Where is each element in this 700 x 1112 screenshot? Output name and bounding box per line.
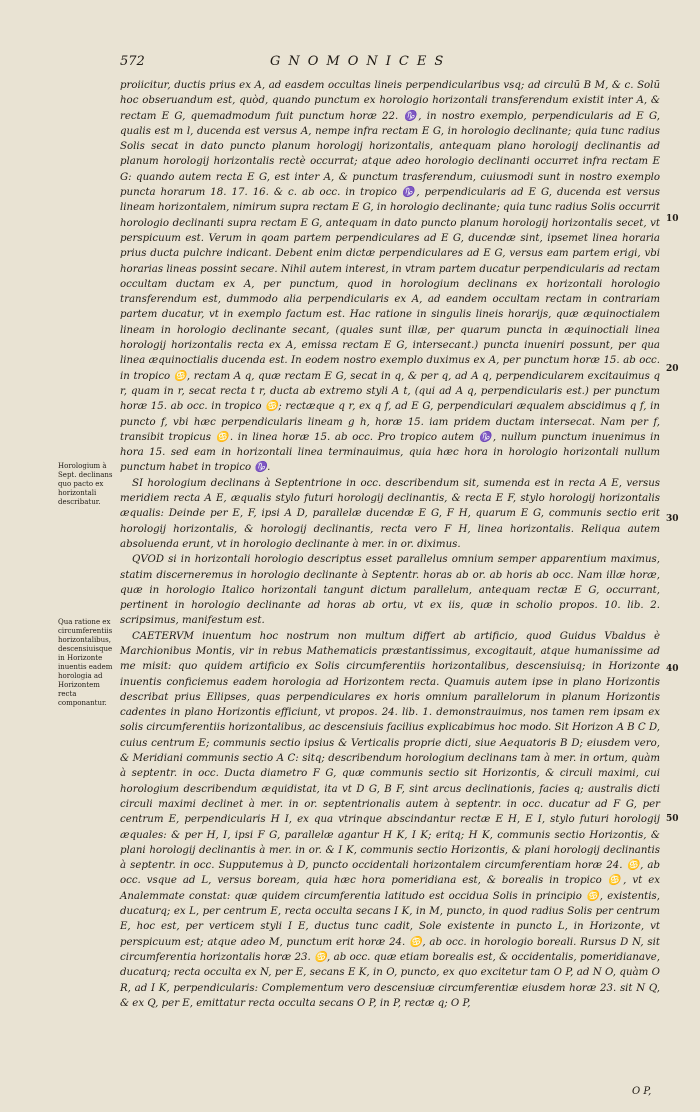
paragraph: CAETERVM inuentum hoc nostrum non multum differt ab artificio, quod Guidus Vbaldus è Marchionibus Montis, vir in rebus Mathematicis præstantissimus, excogitauit, atque humanissime ad me misit: quo quidem artificio ex Solis circumferentiis horizontalibus, descensiuisq; in Horizonte inuentis conficiemus eadem horologia ad Horizontem recta. Quamuis autem ipse in plano Horizontis describat prius Ellipses, quas perpendiculares ex horis omnium parallelorum in planum Horizontis cadentes in plano Horizontis efficiunt, vt propos. 24. lib. 1. demonstrauimus, nos tamen rem ipsam ex solis circumferentiis horizontalibus, ac descensiuis facilius explicabimus hoc modo. Sit Horizon A B C D, cuius centrum E; communis sectio ipsius & Verticalis proprie dicti, siue Aequatoris B D; eiusdem vero, & Meridiani communis sectio A C: sitq; describendum horologium declinans tam à mer. in ortum, quàm à septentr. in occ. Ducta diametro F G, quæ communis sectio sit Horizontis, & circuli maximi, cui horologium describendum æquidistat, ita vt D G, B F, sint arcus declinationis, facies q; australis dicti circuli maximi declinet à mer. in or. septentrionalis autem à septentr. in occ. ducatur ad F G, per centrum E, perpendicularis H I, ex qua vtrinque abscindantur rectæ E H, E I, stylo futuri horologij æquales: & per H, I, ipsi F G, parallelæ agantur H K, I K; eritq; H K, communis sectio Horizontis, & plani horologij declinantis à mer. in or. & I K, communis sectio Horizontis, & plani horologij declinantis à septentr. in occ. Supputemus à D, puncto occidentali horizontalem circumferentiam horæ 24. ♋, ab occ. vsque ad L, versus boream, quia hæc hora pomeridiana est, & borealis in tropico ♋, vt ex Analemmate constat: quæ quidem circumferentia latitudo est occidua Solis in principio ♋, existentis, ducaturq; ex L, per centrum E, recta occulta secans I K, in M, puncto, in quod radius Solis per centrum E, hoc est, per verticem styli I E, ductus tunc cadit, Sole existente in puncto L, in Horizonte, vt perspicuum est; atque adeo M, punctum erit horæ 24. ♋, ab occ. in horologio boreali. Rursus D N, sit circumferentia horizontalis horæ 23. ♋, ab occ. quæ etiam borealis est, & occidentalis, pomeridianave, ducaturq; recta occulta ex N, per E, secans E K, in O, puncto, ex quo excitetur tam O P, ad N O, quàm O R, ad I K, perpendicularis: Complementum vero descensiuæ circumferentiæ eiusdem horæ 23. sit N Q, & ex Q, per E, emittatur recta occulta secans O P, in P, rectæ q; O P, xyxy=(120,630,660,1009)
line-number: 10 xyxy=(666,214,679,224)
line-number: 50 xyxy=(666,814,679,824)
line-number: 20 xyxy=(666,364,679,374)
margin-note: Qua ratione ex circumferentiis horizontalibus, descensiuisque in Horizonte inuentis eadem horologia ad Horizontem recta componantur. xyxy=(58,618,113,707)
catchword: O P, xyxy=(632,1086,652,1097)
margin-note: Horologium à Sept. declinans quo pacto ex horizontali describatur. xyxy=(58,462,113,506)
running-title: GNOMONICES xyxy=(270,54,452,69)
page-header xyxy=(120,54,680,76)
line-number: 30 xyxy=(666,514,679,524)
page-number: 572 xyxy=(120,54,145,69)
paragraph: SI horologium declinans à Septentrione in occ. describendum sit, sumenda est in recta A E, versus meridiem recta A E, æqualis stylo futuri horologij declinantis, & recta E F, stylo horologij horizontalis æqualis: Deinde per E, F, ipsi A D, parallelæ ducendæ E G, F H, quarum E G, communis sectio erit horologij horizontalis, & horologij declinantis, recta vero F H, linea horizontalis. Reliqua autem absoluenda erunt, vt in horologio declinante à mer. in or. diximus. xyxy=(120,477,660,550)
paragraph: QVOD si in horizontali horologio descriptus esset parallelus omnium semper apparentium maximus, statim discerneremus in horologio declinante à Septentr. horas ab or. ab horis ab occ. Nam illæ horæ, quæ in horologio Italico horizontali tangunt dictum parallelum, antequam rectæ E G, occurrant, pertinent in horologio declinante ad horas ab ortu, vt ex iis, quæ in scholio propos. 10. lib. 2. scripsimus, manifestum est. xyxy=(120,554,660,627)
paragraph: proiicitur, ductis prius ex A, ad easdem occultas lineis perpendicularibus vsq; ad circulũ B M, & c. Solũ hoc obseruandum est, quòd, quando punctum ex horologio horizontali transferendum existit inter A, & rectam E G, quemadmodum fuit punctum horæ 22. ♑, in nostro exemplo, perpendicularis ad E G, qualis est m l, ducenda est versus A, nempe infra rectam E G, in horologio declinante; quia tunc radius Solis secat in dato puncto planum horologij horizontalis, antequam plano horologij declinantis ad planum horologij horizontalis rectè occurrat; atque adeo horologio declinanti occurret infra rectam E G: quando autem recta E G, est inter A, & punctum trasferendum, cuiusmodi sunt in nostro exemplo puncta horarum 18. 17. 16. & c. ab occ. in tropico ♑, perpendicularis ad E G, ducenda est versus lineam horizontalem, nimirum supra rectam E G, in horologio declinante; quia tunc radius Solis occurrit horologio declinanti supra rectam E G, antequam in dato puncto planum horologij horizontalis secet, vt perspicuum est. Verum in qoam partem perpendiculares ad E G, ducendæ sint, ipsemet linea horaria prius ducta pulchre indicant. Debent enim dictæ perpendiculares ad E G, versus eam partem erigi, vbi horarias lineas possint secare. Nihil autem interest, in vtram partem ducatur perpendicularis ad rectam occultam ductam ex A, per punctum, quod in horologium declinans ex horizontali horologio transferendum est, dummodo alia perpendicularis ex A, ad eandem occultam rectam in contrariam partem ducatur, vt in exemplo factum est. Hac ratione in singulis lineis horarijs, quæ æquinoctialem lineam in horologio declinante secant, (quales sunt illæ, per quarum puncta in æquinoctiali linea horologij horizontalis recta ex A, emissa rectam E G, intersecant.) puncta inueniri possunt, per qua linea æquinoctialis ducenda est. In eodem nostro exemplo duximus ex A, per punctum horæ 15. ab occ. in tropico ♋, rectam A q, quæ rectam E G, secat in q, & per q, ad A q, perpendicularem excitauimus q r, quam in r, secat recta t r, ducta ab extremo styli A t, (qui ad A q, perpendicularis est.) per punctum horæ 15. ab occ. in tropico ♋; rectæque q r, ex q f, ad E G, perpendiculari æqualem abscidimus q f, in puncto f, vbi hæc perpendicularis lineam g h, horæ 15. iam pridem ductam intersecat. Nam per f, transibit tropicus ♋. in linea horæ 15. ab occ. Pro tropico autem ♑, nullum punctum inuenimus in hora 15. sed eam in horizontali linea terminauimus, quia hæc hora in horologio horizontali nullum punctum habet in tropico ♑. xyxy=(120,80,660,474)
main-text xyxy=(120,78,660,1011)
line-number: 40 xyxy=(666,664,679,674)
